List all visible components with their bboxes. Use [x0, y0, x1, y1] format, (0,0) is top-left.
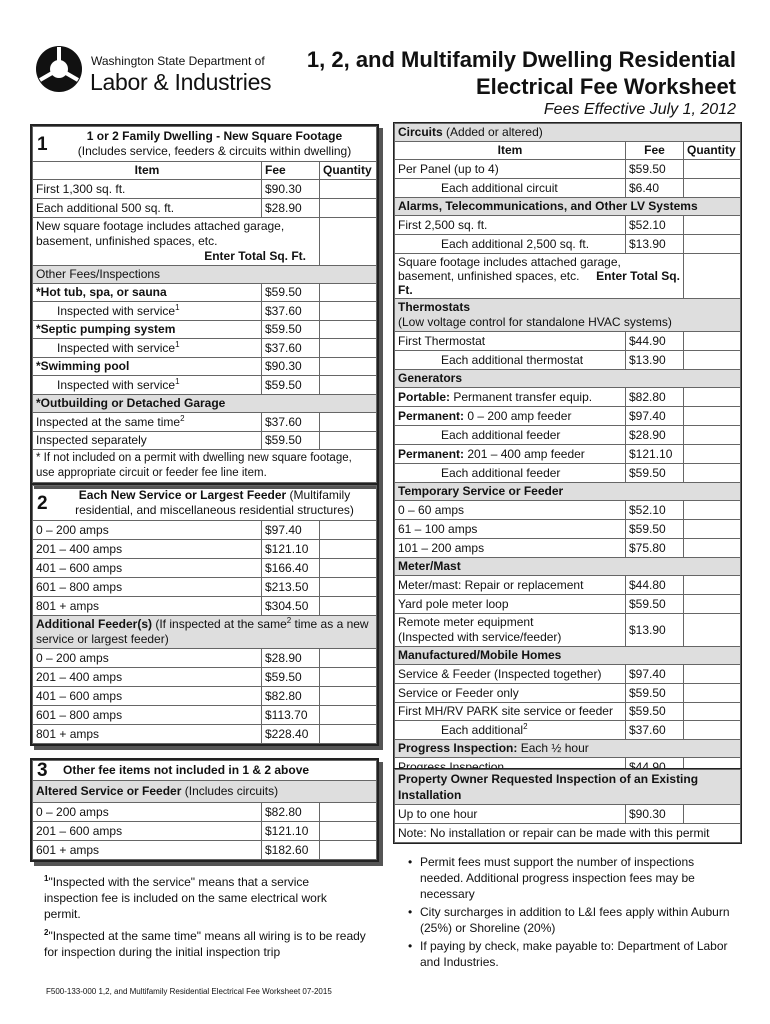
row-fee: $13.90 [626, 614, 684, 647]
row-fee: $75.80 [626, 539, 684, 558]
hot-tub-insp-fee: $37.60 [262, 302, 320, 321]
qty-input[interactable] [684, 426, 741, 445]
enter-sqft-label: Enter Total Sq. Ft. [204, 249, 306, 263]
qty-input[interactable] [320, 687, 377, 706]
lni-logo-icon [34, 44, 84, 94]
qty-input[interactable] [684, 703, 741, 721]
col-fee: Fee [626, 142, 684, 160]
section-title: Other fee items not included in 1 & 2 above [63, 763, 310, 777]
perm1-row [395, 407, 626, 426]
perm-label: Permanent: [398, 408, 465, 423]
org-line2: Labor & Industries [90, 69, 272, 95]
row-item: 201 – 400 amps [33, 540, 262, 559]
lv-sqft-note [395, 254, 684, 299]
lv-note-text: Square footage includes attached garage, basement, unfinished spaces, etc. [398, 255, 621, 283]
qty-input[interactable] [684, 235, 741, 254]
row-fee: $182.60 [262, 841, 320, 860]
add-text2: time as a new service or largest feeder) [36, 617, 369, 646]
perm-label: Permanent: [398, 446, 465, 461]
sqft-input[interactable] [320, 218, 377, 266]
row-fee: $90.30 [626, 805, 684, 824]
row-fee: $82.80 [262, 687, 320, 706]
row-fee: $59.50 [626, 520, 684, 539]
row-item: 401 – 600 amps [33, 687, 262, 706]
qty-input[interactable] [684, 464, 741, 483]
row-fee: $121.10 [262, 822, 320, 841]
row-item: 0 – 200 amps [33, 649, 262, 668]
row-fee: $28.90 [262, 199, 320, 218]
col-qty: Quantity [684, 142, 741, 160]
footnote-text: "Inspected with the service" means that a service inspection fee is included on the same electrical work permit. [44, 875, 327, 921]
row-fee: $59.50 [626, 703, 684, 721]
add-text1: (If inspected at the same [152, 617, 287, 631]
bullet-item: • City surcharges in addition to L&I fees apply within Auburn (25%) or Shoreline (20%) [406, 904, 736, 936]
progress-header [395, 740, 741, 758]
qty-input[interactable] [684, 332, 741, 351]
row-item: Service & Feeder (Inspected together) [395, 665, 626, 684]
row-fee: $166.40 [262, 559, 320, 578]
garage-sep-fee: $59.50 [262, 432, 320, 450]
qty-input[interactable] [684, 539, 741, 558]
each-add-label: Each additional [441, 722, 524, 737]
qty-input[interactable] [684, 665, 741, 684]
pool-item: *Swimming pool [33, 358, 262, 376]
row-fee: $121.10 [262, 540, 320, 559]
row-fee: $97.40 [626, 665, 684, 684]
footnote-ref: 1 [175, 376, 180, 386]
row-fee: $52.10 [626, 501, 684, 520]
qty-input[interactable] [320, 559, 377, 578]
row-fee: $52.10 [626, 216, 684, 235]
row-item: 801 + amps [33, 597, 262, 616]
qty-input[interactable] [320, 649, 377, 668]
footnote-ref: 2 [523, 721, 528, 731]
col-qty: Quantity [320, 162, 377, 180]
mfg-homes-header: Manufactured/Mobile Homes [395, 647, 741, 665]
row-fee: $6.40 [626, 179, 684, 198]
footnote-ref: 1 [175, 302, 180, 312]
section-title: Each New Service or Largest Feeder [78, 488, 287, 502]
thermo-sub: (Low voltage control for standalone HVAC systems) [398, 315, 672, 329]
altered-service-header [33, 781, 377, 803]
section-1-footnote: * If not included on a permit with dwelling new square footage, use appropriate circuit or feeder fee line item. [33, 450, 377, 483]
hot-tub-inspected [33, 302, 262, 321]
qty-input[interactable] [684, 805, 741, 824]
section-number: 1 [37, 133, 48, 155]
pool-inspected [33, 376, 262, 395]
qty-input[interactable] [320, 358, 377, 376]
row-item: First MH/RV PARK site service or feeder [395, 703, 626, 721]
section-subtitle: (Includes service, feeders & circuits within dwelling) [77, 144, 352, 158]
garage-same-fee: $37.60 [262, 413, 320, 432]
section-1-header [33, 127, 377, 162]
other-fees-header: Other Fees/Inspections [33, 266, 377, 284]
row-item: 601 – 800 amps [33, 706, 262, 725]
row-fee: $213.50 [262, 578, 320, 597]
sqft-input[interactable] [684, 254, 741, 299]
add-title: Additional Feeder(s) [36, 617, 153, 631]
page-title [266, 46, 736, 100]
qty-input[interactable] [684, 351, 741, 370]
portable-label: Portable: [398, 389, 451, 404]
footnote-ref: 1 [175, 339, 180, 349]
pool-fee: $90.30 [262, 358, 320, 376]
perm-item: 0 – 200 amp feeder [464, 408, 572, 423]
lv-enter-label: Enter Total Sq. Ft. [398, 269, 680, 297]
row-fee: $59.50 [262, 668, 320, 687]
meter-header: Meter/Mast [395, 558, 741, 576]
row-fee: $13.90 [626, 351, 684, 370]
sqft-note [33, 218, 320, 266]
qty-input[interactable] [320, 180, 377, 199]
row-item: Progress Inspection [395, 758, 626, 777]
qty-input[interactable] [320, 725, 377, 744]
circuits-title: Circuits [398, 125, 443, 139]
col-fee: Fee [262, 162, 320, 180]
alt-sub: (Includes circuits) [181, 784, 279, 798]
qty-input[interactable] [320, 284, 377, 302]
alarms-header: Alarms, Telecommunications, and Other LV Systems [395, 198, 741, 216]
progress-title: Progress Inspection: [398, 741, 518, 755]
row-fee: $44.80 [626, 576, 684, 595]
qty-input[interactable] [320, 413, 377, 432]
bullet-item: • If paying by check, make payable to: Department of Labor and Industries. [406, 938, 736, 970]
effective-date: Fees Effective July 1, 2012 [543, 101, 736, 118]
form-footer: F500-133-000 1,2, and Multifamily Residential Electrical Fee Worksheet 07-2015 [46, 987, 332, 996]
garage-same-label: Inspected at the same time [36, 414, 181, 429]
row-fee: $113.70 [262, 706, 320, 725]
row-item: Each additional feeder [395, 426, 626, 445]
owner-note: Note: No installation or repair can be made with this permit [395, 824, 741, 843]
septic-insp-fee: $37.60 [262, 339, 320, 358]
row-item: Yard pole meter loop [395, 595, 626, 614]
perm-item: 201 – 400 amp feeder [464, 446, 585, 461]
owner-title: Property Owner Requested Inspection of an Existing Installation [395, 770, 741, 805]
remote-meter-row [395, 614, 626, 647]
qty-input[interactable] [684, 721, 741, 740]
footnote-1 [44, 874, 366, 922]
remote-line1: Remote meter equipment [398, 615, 534, 629]
septic-inspected [33, 339, 262, 358]
portable-item: Permanent transfer equip. [450, 389, 593, 404]
qty-input[interactable] [320, 540, 377, 559]
septic-item: *Septic pumping system [33, 321, 262, 339]
row-item: 61 – 100 amps [395, 520, 626, 539]
row-item: 601 + amps [33, 841, 262, 860]
qty-input[interactable] [320, 822, 377, 841]
qty-input[interactable] [320, 597, 377, 616]
qty-input[interactable] [320, 376, 377, 395]
row-fee: $82.80 [262, 803, 320, 822]
qty-input[interactable] [320, 199, 377, 218]
section-title: 1 or 2 Family Dwelling - New Square Footage [86, 129, 343, 143]
section-number: 3 [37, 760, 48, 781]
qty-input[interactable] [320, 706, 377, 725]
qty-input[interactable] [684, 179, 741, 198]
row-item: 0 – 200 amps [33, 521, 262, 540]
qty-input[interactable] [684, 684, 741, 703]
qty-input[interactable] [320, 302, 377, 321]
row-item: 101 – 200 amps [395, 539, 626, 558]
footnote-text: "Inspected at the same time" means all wiring is to be ready for inspection during the initial inspection trip [44, 929, 366, 959]
row-fee: $37.60 [626, 721, 684, 740]
circuits-sub: (Added or altered) [442, 125, 543, 139]
section-3 [30, 758, 379, 862]
agency-logo [34, 44, 274, 104]
qty-input[interactable] [320, 668, 377, 687]
col-item: Item [395, 142, 626, 160]
qty-input[interactable] [684, 595, 741, 614]
row-item: Each additional 500 sq. ft. [33, 199, 262, 218]
info-bullets [406, 854, 736, 972]
progress-sub: Each ½ hour [517, 741, 589, 755]
qty-input[interactable] [684, 407, 741, 426]
title-line2: Electrical Fee Worksheet [475, 74, 736, 99]
inspected-label: Inspected with service [57, 303, 176, 318]
bullet-item: • Permit fees must support the number of inspections needed. Additional progress inspection fees may be necessary [406, 854, 736, 902]
row-item: Each additional 2,500 sq. ft. [395, 235, 626, 254]
row-fee: $228.40 [262, 725, 320, 744]
portable-row [395, 388, 626, 407]
inspected-label: Inspected with service [57, 340, 176, 355]
sqft-note-text: New square footage includes attached garage, basement, unfinished spaces, etc. [36, 219, 285, 248]
footnote-ref: 2 [180, 413, 185, 423]
row-fee: $304.50 [262, 597, 320, 616]
section-1 [30, 124, 379, 485]
section-subtitle: (Multifamily residential, and miscellaneous residential structures) [75, 488, 354, 517]
remote-line2: (Inspected with service/feeder) [398, 630, 562, 644]
qty-input[interactable] [684, 614, 741, 647]
row-item: Up to one hour [395, 805, 626, 824]
row-item: Each additional circuit [395, 179, 626, 198]
alt-title: Altered Service or Feeder [36, 784, 182, 798]
section-2-header [33, 486, 377, 521]
row-item: 401 – 600 amps [33, 559, 262, 578]
row-fee: $59.50 [626, 464, 684, 483]
col-item: Item [33, 162, 262, 180]
qty-input[interactable] [684, 388, 741, 407]
circuits-header [395, 124, 741, 142]
row-fee: $13.90 [626, 235, 684, 254]
garage-header: *Outbuilding or Detached Garage [33, 395, 377, 413]
inspected-label: Inspected with service [57, 377, 176, 392]
section-2 [30, 483, 379, 746]
row-fee: $97.40 [262, 521, 320, 540]
perm2-row [395, 445, 626, 464]
footnotes [44, 874, 366, 966]
generators-header: Generators [395, 370, 741, 388]
septic-fee: $59.50 [262, 321, 320, 339]
row-item: 0 – 200 amps [33, 803, 262, 822]
qty-input[interactable] [684, 216, 741, 235]
garage-sep-label: Inspected separately [33, 432, 262, 450]
qty-input[interactable] [684, 576, 741, 595]
thermostats-header [395, 299, 741, 332]
row-item: First Thermostat [395, 332, 626, 351]
org-line1: Washington State Department of [91, 54, 265, 68]
row-fee: $121.10 [626, 445, 684, 464]
row-item: Service or Feeder only [395, 684, 626, 703]
row-fee: $59.50 [626, 595, 684, 614]
row-item: 601 – 800 amps [33, 578, 262, 597]
garage-same [33, 413, 262, 432]
hot-tub-item: *Hot tub, spa, or sauna [33, 284, 262, 302]
footnote-ref: 2 [286, 616, 292, 625]
each-additional-row [395, 721, 626, 740]
footnote-marker: 1 [44, 874, 49, 883]
title-line1: 1, 2, and Multifamily Dwelling Residential [306, 47, 736, 72]
row-item: 0 – 60 amps [395, 501, 626, 520]
section-3-header [33, 761, 377, 781]
qty-input[interactable] [320, 432, 377, 450]
qty-input[interactable] [320, 578, 377, 597]
row-fee: $59.50 [626, 160, 684, 179]
row-item: 201 – 400 amps [33, 668, 262, 687]
qty-input[interactable] [684, 445, 741, 464]
row-item: First 1,300 sq. ft. [33, 180, 262, 199]
temp-service-header: Temporary Service or Feeder [395, 483, 741, 501]
row-item: First 2,500 sq. ft. [395, 216, 626, 235]
qty-input[interactable] [684, 160, 741, 179]
additional-feeders-header [33, 616, 377, 649]
row-item: Each additional feeder [395, 464, 626, 483]
footnote-marker: 2 [44, 928, 49, 937]
row-item: Meter/mast: Repair or replacement [395, 576, 626, 595]
qty-input[interactable] [684, 520, 741, 539]
qty-input[interactable] [320, 321, 377, 339]
hot-tub-fee: $59.50 [262, 284, 320, 302]
qty-input[interactable] [320, 841, 377, 860]
section-number: 2 [37, 492, 48, 514]
row-fee: $97.40 [626, 407, 684, 426]
pool-insp-fee: $59.50 [262, 376, 320, 395]
qty-input[interactable] [320, 339, 377, 358]
qty-input[interactable] [320, 521, 377, 540]
right-column [393, 122, 742, 778]
row-item: 801 + amps [33, 725, 262, 744]
row-fee: $59.50 [626, 684, 684, 703]
row-fee: $90.30 [262, 180, 320, 199]
row-item: 201 – 600 amps [33, 822, 262, 841]
owner-inspection-box [393, 768, 742, 844]
row-fee: $44.90 [626, 332, 684, 351]
row-fee: $28.90 [262, 649, 320, 668]
row-fee: $82.80 [626, 388, 684, 407]
footnote-2 [44, 928, 366, 960]
qty-input[interactable] [320, 803, 377, 822]
row-item: Each additional thermostat [395, 351, 626, 370]
row-item: Per Panel (up to 4) [395, 160, 626, 179]
row-fee: $28.90 [626, 426, 684, 445]
row-fee: $44.90 [626, 758, 684, 777]
qty-input[interactable] [684, 501, 741, 520]
thermo-title: Thermostats [398, 300, 471, 314]
